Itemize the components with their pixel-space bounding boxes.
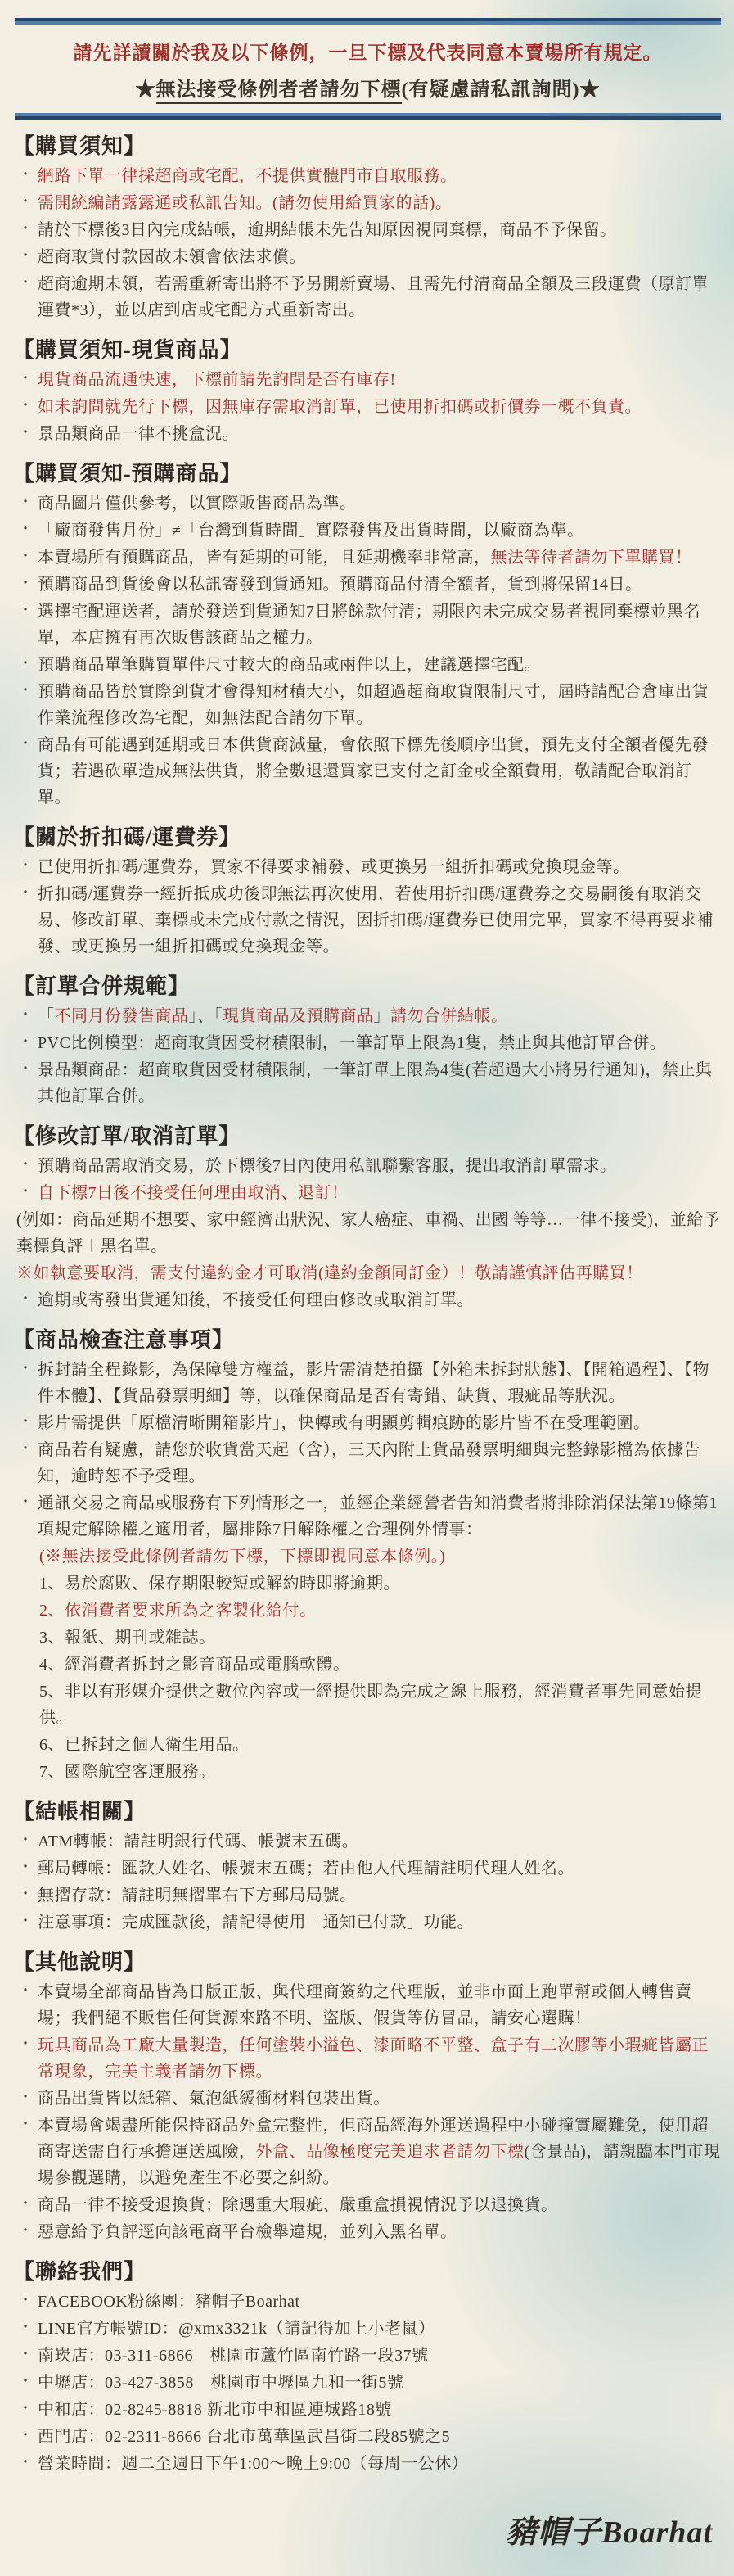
terms-text-segment: ※如執意要取消，需支付違約金才可取消(違約金額同訂金）！敬請謹慎評估再購買！ (16, 1264, 643, 1282)
terms-item (13, 394, 723, 420)
terms-text-segment: 1、易於腐敗、保存期限較短或解約時即將逾期。 (39, 1575, 400, 1593)
terms-item (13, 1357, 723, 1409)
terms-item (13, 2113, 723, 2191)
terms-section (13, 820, 723, 960)
terms-item (13, 1979, 723, 2031)
bullet-dot-icon: ・ (18, 1413, 34, 1430)
terms-item (13, 2192, 723, 2218)
star-icon: ★ (135, 79, 156, 101)
terms-item (13, 732, 723, 811)
bullet-dot-icon: ・ (18, 2400, 34, 2416)
terms-text-segment: 不同月份發售商品 (54, 1007, 189, 1025)
terms-text-segment: 無摺存款：請註明無摺單右下方郵局局號。 (38, 1887, 357, 1905)
bullet-dot-icon: ・ (18, 1183, 34, 1200)
terms-item (13, 1679, 723, 1731)
terms-item (13, 1260, 723, 1286)
terms-item (13, 1882, 723, 1909)
terms-item (13, 1828, 723, 1855)
star-icon: ★ (579, 79, 601, 101)
terms-item (13, 652, 723, 678)
section-title: 【訂單合併規範】 (13, 974, 191, 998)
terms-text-segment: 已使用折扣碼/運費券，買家不得要求補發、或更換另一組折扣碼或兌換現金等。 (38, 858, 630, 876)
terms-item (13, 1732, 723, 1758)
bullet-dot-icon: ・ (18, 1832, 34, 1848)
terms-section (13, 969, 723, 1109)
section-title: 【結帳相關】 (13, 1800, 146, 1824)
terms-text-segment: 網路下單一律採超商或宅配，不提供實體門市自取服務。 (38, 167, 457, 185)
terms-item (13, 1759, 723, 1785)
store-signature: 豬帽子Boarhat (506, 2515, 713, 2550)
terms-text-segment: 外盒、品像極度完美追求者請勿下標 (255, 2143, 525, 2161)
bullet-dot-icon: ・ (18, 1006, 34, 1023)
terms-item (13, 599, 723, 651)
terms-item (13, 1570, 723, 1597)
terms-text-segment: 折扣碼/運費券一經折抵成功後即無法再次使用，若使用折扣碼/運費券之交易嗣後有取消交易、修改訂單、棄標或未完成付款之情況，因折扣碼/運費券已使用完畢，買家不得再要求補發、或更換另一組折扣碼或兌換現金等。 (38, 885, 714, 956)
terms-text-segment: ATM轉帳：請註明銀行代碼、帳號末五碼。 (38, 1833, 359, 1851)
terms-item (13, 1543, 723, 1570)
bullet-dot-icon: ・ (18, 193, 34, 210)
bullet-dot-icon: ・ (18, 166, 34, 183)
terms-text-segment: 請勿合併結帳。 (390, 1007, 508, 1025)
bullet-dot-icon: ・ (18, 2089, 34, 2105)
bullet-dot-icon: ・ (18, 1360, 34, 1376)
bullet-dot-icon: ・ (18, 548, 34, 564)
terms-item (13, 2397, 723, 2423)
bullet-dot-icon: ・ (18, 274, 34, 291)
terms-text-segment: (例如：商品延期不想要、家中經濟出狀況、家人癌症、車禍、出國 等等…一律不接受)，並給予棄標負評＋黑名單。 (16, 1211, 721, 1255)
terms-item (13, 190, 723, 216)
sections-container (13, 129, 723, 2477)
terms-text-segment: 7、國際航空客運服務。 (39, 1763, 216, 1781)
bullet-dot-icon: ・ (18, 2116, 34, 2132)
terms-text-segment: 預購商品需取消交易，於下標後7日內使用私訊聯繫客服，提出取消訂單需求。 (38, 1157, 617, 1175)
top-divider (15, 18, 721, 25)
section-title: 【購買須知】 (13, 134, 146, 158)
terms-item (13, 421, 723, 447)
terms-item (13, 271, 723, 323)
bullet-dot-icon: ・ (18, 2292, 34, 2308)
terms-text-segment: 2、依消費者要求所為之客製化給付。 (39, 1602, 317, 1620)
bullet-dot-icon: ・ (18, 494, 34, 510)
terms-text-segment: 「廠商發售月份」≠「台灣到貨時間」實際發售及出貨時間，以廠商為準。 (38, 522, 584, 540)
terms-item (13, 2289, 723, 2315)
bullet-dot-icon: ・ (18, 2427, 34, 2443)
terms-item (13, 679, 723, 731)
terms-text-segment: 西門店：02-2311-8666 台北市萬華區武昌街二段85號之5 (38, 2428, 451, 2446)
terms-item (13, 1855, 723, 1882)
terms-text-segment: 商品圖片僅供參考，以實際販售商品為準。 (38, 495, 357, 513)
terms-text-segment: 本賣場全部商品皆為日版正版、與代理商簽約之代理版，並非市面上跑單幫或個人轉售賣場；我們絕不販售任何貨源來路不明、盜版、假貨等仿冒品，請安心選購！ (38, 1983, 692, 2027)
terms-item (13, 1207, 723, 1259)
terms-item (13, 2451, 723, 2477)
bullet-dot-icon: ・ (18, 247, 34, 264)
terms-text-segment: 請於下標後3日內完成結帳，逾期結帳未先告知原因視同棄標，商品不予保留。 (38, 221, 617, 239)
terms-item (13, 2316, 723, 2342)
terms-item (13, 2219, 723, 2245)
terms-section (13, 2255, 723, 2477)
bullet-dot-icon: ・ (18, 1060, 34, 1077)
terms-text-segment: 南崁店：03-311-6866 桃園市蘆竹區南竹路一段37號 (38, 2347, 429, 2365)
terms-item (13, 1410, 723, 1436)
terms-text-segment: 郵局轉帳：匯款人姓名、帳號末五碼；若由他人代理請註明代理人姓名。 (38, 1860, 574, 1878)
terms-text-segment: 4、經消費者拆封之影音商品或電腦軟體。 (39, 1656, 350, 1674)
terms-text-segment: 營業時間：週二至週日下午1:00～晚上9:00（每周一公休） (38, 2455, 469, 2473)
terms-section (13, 1946, 723, 2245)
bullet-dot-icon: ・ (18, 397, 34, 414)
terms-item (13, 490, 723, 517)
bullet-dot-icon: ・ (18, 2222, 34, 2239)
terms-text-segment: 商品一律不接受退換貨；除遇重大瑕疵、嚴重盒損視情況予以退換貨。 (38, 2196, 558, 2214)
bullet-dot-icon: ・ (18, 2373, 34, 2389)
terms-item (13, 1030, 723, 1056)
terms-text-segment: 「 (38, 1007, 55, 1025)
section-title: 【聯絡我們】 (13, 2260, 146, 2284)
terms-section (13, 457, 723, 811)
banner-bottom-divider (15, 113, 721, 120)
terms-item (13, 1652, 723, 1678)
terms-section (13, 1323, 723, 1785)
section-title: 【修改訂單/取消訂單】 (13, 1124, 241, 1148)
terms-item (13, 572, 723, 598)
terms-text-segment: 拆封請全程錄影，為保障雙方權益，影片需清楚拍攝【外箱未拆封狀態】、【開箱過程】、【物件本體】、【貨品發票明細】等，以確保商品是否有寄錯、缺貨、瑕疵品等狀況。 (38, 1361, 709, 1405)
bullet-dot-icon: ・ (18, 735, 34, 752)
terms-item (13, 1909, 723, 1936)
bullet-dot-icon: ・ (18, 1440, 34, 1457)
banner-warning-underlined-text: 無法接受條例者者請勿下標 (156, 79, 402, 104)
banner-warning-note: (有疑慮請私訊詢問) (401, 79, 580, 101)
terms-item (13, 2370, 723, 2396)
bullet-dot-icon: ・ (18, 1033, 34, 1050)
terms-item (13, 2343, 723, 2369)
bullet-dot-icon: ・ (18, 2195, 34, 2212)
terms-text-segment: 無法等待者請勿下單購買！ (490, 549, 692, 567)
bullet-dot-icon: ・ (18, 1913, 34, 1929)
terms-text-segment: 影片需提供「原檔清晰開箱影片」，快轉或有明顯剪輯痕跡的影片皆不在受理範圍。 (38, 1414, 651, 1432)
terms-item (13, 1180, 723, 1206)
terms-text-segment: 注意事項：完成匯款後，請記得使用「通知已付款」功能。 (38, 1914, 474, 1932)
terms-text-segment: 需開統編請露露通或私訊告知。(請勿使用給買家的話)。 (38, 194, 453, 212)
terms-text-segment: 本賣場會竭盡所能保持商品外盒完整性，但商品經海外運送過程中小碰撞實屬難免，使用超商寄送需自行承擔運送風險， (38, 2117, 709, 2161)
bullet-dot-icon: ・ (18, 884, 34, 901)
terms-text-segment: 6、已拆封之個人衛生用品。 (39, 1736, 250, 1754)
terms-item (13, 1057, 723, 1109)
section-title: 【購買須知-預購商品】 (13, 462, 242, 486)
bullet-dot-icon: ・ (18, 575, 34, 591)
terms-item (13, 881, 723, 960)
terms-text-segment: 」 (373, 1007, 390, 1025)
terms-item (13, 217, 723, 243)
terms-section (13, 129, 723, 323)
terms-text-segment: 商品有可能遇到延期或日本供貨商減量，會依照下標先後順序出貨，預先支付全額者優先發貨；若遇砍單造成無法供貨，將全數退還買家已支付之訂金或全額費用，敬請配合取消訂單。 (38, 736, 709, 807)
terms-text-segment: 商品若有疑慮，請您於收貨當天起（含），三天內附上貨品發票明細與完整錄影檔為依據告知，逾時恕不予受理。 (38, 1441, 700, 1485)
bullet-dot-icon: ・ (18, 1886, 34, 1902)
terms-text-segment: 逾期或寄發出貨通知後，不接受任何理由修改或取消訂單。 (38, 1291, 474, 1309)
bullet-dot-icon: ・ (18, 2319, 34, 2335)
terms-item (13, 1153, 723, 1179)
terms-item (13, 367, 723, 393)
terms-text-segment: 選擇宅配運送者，請於發送到貨通知7日將餘款付清；期限內未完成交易者視同棄標並黑名單，本店擁有再次販售該商品之權力。 (38, 603, 700, 647)
terms-text-segment: 3、報紙、期刊或雜誌。 (39, 1629, 216, 1647)
bullet-dot-icon: ・ (18, 682, 34, 698)
terms-text-segment: 中壢店：03-427-3858 桃園市中壢區九和一街5號 (38, 2374, 404, 2392)
terms-text-segment: 中和店：02-8245-8818 新北市中和區連城路18號 (38, 2401, 392, 2419)
section-title: 【其他說明】 (13, 1950, 146, 1974)
bullet-dot-icon: ・ (18, 521, 34, 537)
terms-item (13, 1598, 723, 1624)
terms-text-segment: 通訊交易之商品或服務有下列情形之一，並經企業經營者告知消費者將排除消保法第19條第1項規定解除權之適用者，屬排除7日解除權之合理例外情事： (38, 1494, 718, 1539)
terms-item (13, 163, 723, 189)
terms-section (13, 1119, 723, 1313)
terms-item (13, 1490, 723, 1543)
terms-item (13, 1625, 723, 1651)
bullet-dot-icon: ・ (18, 1859, 34, 1875)
terms-text-segment: 商品出貨皆以紙箱、氣泡紙緩衝材料包裝出貨。 (38, 2090, 390, 2108)
terms-text-segment: 景品類商品一律不挑盒況。 (38, 425, 239, 443)
terms-item (13, 2086, 723, 2112)
bullet-dot-icon: ・ (18, 1156, 34, 1173)
terms-text-segment: 超商取貨付款因故未領會依法求償。 (38, 248, 306, 266)
terms-text-segment: LINE官方帳號ID：@xmx3321k（請記得加上小老鼠） (38, 2320, 435, 2338)
terms-text-segment: (含景品)，請親臨本門市現場參觀選購，以避免產生不必要之糾紛。 (38, 2143, 721, 2187)
terms-text-segment: FACEBOOK粉絲團：豬帽子Boarhat (38, 2293, 300, 2311)
terms-text-segment: 現貨商品及預購商品 (223, 1007, 374, 1025)
bullet-dot-icon: ・ (18, 655, 34, 671)
section-title: 【商品檢查注意事項】 (13, 1328, 235, 1352)
terms-text-segment: 景品類商品：超商取貨因受材積限制，一筆訂單上限為4隻(若超過大小將另行通知)，禁止與其他訂單合併。 (38, 1061, 713, 1105)
terms-item (13, 1287, 723, 1313)
bullet-dot-icon: ・ (18, 424, 34, 441)
terms-item (13, 1437, 723, 1489)
banner-notice: 請先詳讀關於我及以下條例，一旦下標及代表同意本賣場所有規定。 (73, 43, 663, 63)
terms-section (13, 333, 723, 447)
bullet-dot-icon: ・ (18, 1494, 34, 1510)
terms-text-segment: (※無法接受此條例者請勿下標，下標即視同意本條例。) (39, 1548, 446, 1566)
terms-item (13, 854, 723, 880)
terms-text-segment: 如未詢問就先行下標，因無庫存需取消訂單，已使用折扣碼或折價券一概不負責。 (38, 398, 642, 416)
terms-item (13, 517, 723, 544)
terms-text-segment: 本賣場所有預購商品，皆有延期的可能，且延期機率非常高， (38, 549, 491, 567)
bullet-dot-icon: ・ (18, 857, 34, 874)
terms-text-segment: 預購商品到貨後會以私訊寄發到貨通知。預購商品付清全額者，貨到將保留14日。 (38, 576, 642, 594)
terms-item (13, 1003, 723, 1029)
terms-text-segment: 現貨商品流通快速，下標前請先詢問是否有庫存! (38, 371, 396, 389)
bullet-dot-icon: ・ (18, 602, 34, 618)
terms-item (13, 545, 723, 571)
terms-text-segment: 自下標7日後不接受任何理由取消、退訂！ (38, 1184, 349, 1202)
bullet-dot-icon: ・ (18, 220, 34, 237)
terms-text-segment: 預購商品皆於實際到貨才會得知材積大小，如超過超商取貨限制尺寸，屆時請配合倉庫出貨作業流程修改為宅配，如無法配合請勿下單。 (38, 683, 709, 727)
terms-text-segment: 超商逾期未領，若需重新寄出將不予另開新賣場、且需先付清商品全額及三段運費（原訂單運費*3），並以店到店或宅配方式重新寄出。 (38, 275, 709, 319)
terms-text-segment: PVC比例模型：超商取貨因受材積限制，一筆訂單上限為1隻，禁止與其他訂單合併。 (38, 1034, 667, 1052)
section-title: 【購買須知-現貨商品】 (13, 338, 242, 362)
terms-text-segment: 玩具商品為工廠大量製造，任何塗裝小溢色、漆面略不平整、盒子有二次膠等小瑕疵皆屬正常現象，完美主義者請勿下標。 (38, 2036, 709, 2081)
terms-text-segment: 預購商品單筆購買單件尺寸較大的商品或兩件以上，建議選擇宅配。 (38, 656, 541, 674)
terms-section (13, 1795, 723, 1936)
terms-item (13, 244, 723, 270)
bullet-dot-icon: ・ (18, 2454, 34, 2470)
bullet-dot-icon: ・ (18, 1290, 34, 1307)
terms-text-segment: 惡意給予負評逕向該電商平台檢舉違規，並列入黑名單。 (38, 2223, 457, 2241)
banner-warning (13, 73, 723, 102)
bullet-dot-icon: ・ (18, 2346, 34, 2362)
terms-text-segment: 5、非以有形媒介提供之數位內容或一經提供即為完成之線上服務，經消費者事先同意始提供。 (39, 1683, 702, 1727)
terms-text-segment: 」、「 (188, 1007, 223, 1025)
bullet-dot-icon: ・ (18, 1982, 34, 1999)
terms-item (13, 2032, 723, 2085)
section-title: 【關於折扣碼/運費券】 (13, 825, 241, 849)
bullet-dot-icon: ・ (18, 370, 34, 386)
bullet-dot-icon: ・ (18, 2036, 34, 2052)
terms-item (13, 2424, 723, 2450)
